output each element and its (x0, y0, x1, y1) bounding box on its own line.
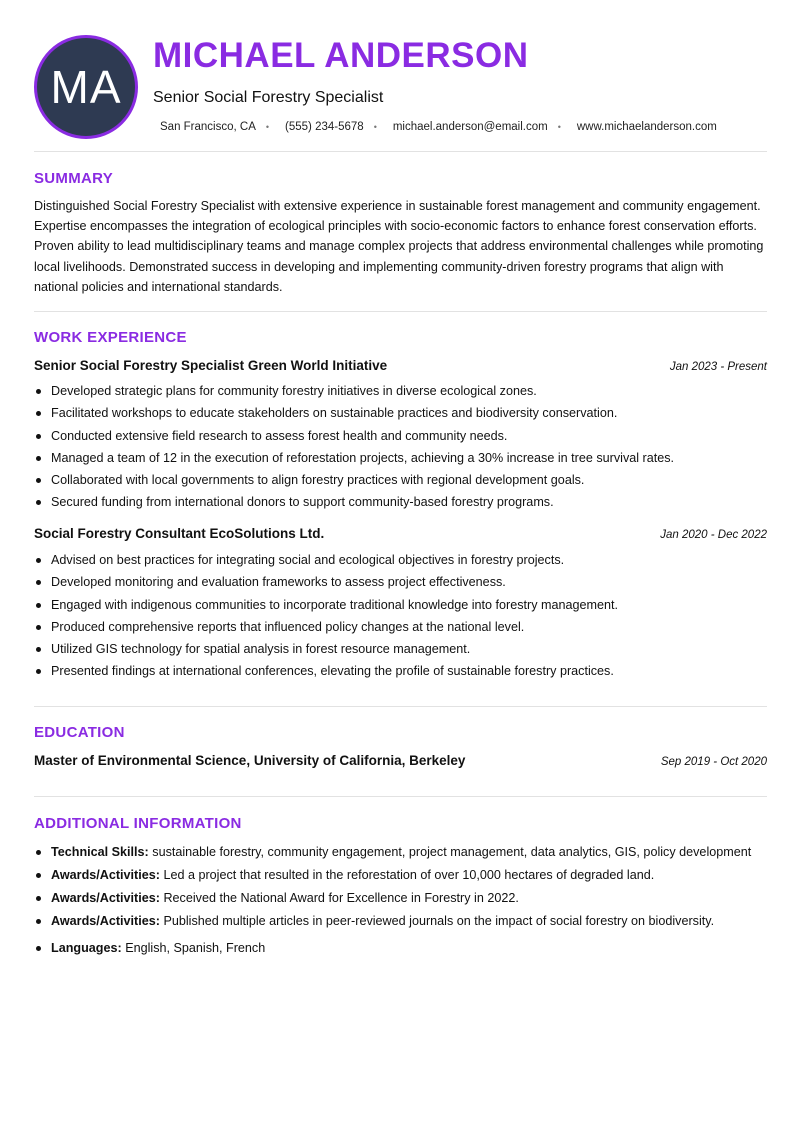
list-item: Secured funding from international donors to support community-based forestry programs. (34, 494, 767, 510)
section-divider (34, 796, 767, 797)
list-item: Advised on best practices for integrating social and ecological objectives in forestry projects. (34, 552, 767, 568)
list-item: Utilized GIS technology for spatial analysis in forest resource management. (34, 641, 767, 657)
list-item: Produced comprehensive reports that influenced policy changes at the national level. (34, 619, 767, 635)
job-bullets (34, 383, 767, 517)
info-text: Received the National Award for Excellence in Forestry in 2022. (163, 891, 519, 905)
job-bullets (34, 552, 767, 686)
list-item (34, 912, 767, 930)
separator-dot: • (557, 122, 561, 132)
job-dates: Jan 2020 - Dec 2022 (660, 529, 767, 541)
separator-dot: • (265, 122, 270, 132)
list-item: Engaged with indigenous communities to incorporate traditional knowledge into forestry management. (34, 597, 767, 613)
additional-info-list (34, 843, 767, 962)
list-item: Presented findings at international conferences, elevating the profile of sustainable forestry practices. (34, 663, 767, 679)
job-header (34, 526, 767, 541)
contact-location: San Francisco, CA (160, 121, 256, 133)
info-text: Led a project that resulted in the reforestation of over 10,000 hectares of degraded land. (163, 868, 655, 882)
info-label: Languages: (51, 941, 122, 955)
avatar (34, 35, 138, 139)
info-text: English, Spanish, French (125, 941, 266, 955)
info-label: Awards/Activities: (51, 868, 160, 882)
list-item: Conducted extensive field research to assess forest health and community needs. (34, 428, 767, 444)
list-item: Developed monitoring and evaluation frameworks to assess project effectiveness. (34, 574, 767, 590)
education-degree: Master of Environmental Science, University of California, Berkeley (34, 753, 466, 768)
education-heading: EDUCATION (34, 724, 125, 741)
candidate-name: MICHAEL ANDERSON (153, 36, 529, 75)
contact-phone: (555) 234-5678 (285, 121, 364, 133)
summary-text: Distinguished Social Forestry Specialist with extensive experience in sustainable forest management and community engagement. Expertise encompasses the integration of ecological principles with socio-economic factors to enhance forest conservation efforts. Proven ability to lead multidisciplinary teams and manage complex projects that address environmental challenges while promoting local livelihoods. Demonstrated success in developing and implementing community-driven forestry programs that align with national policies and international standards. (34, 199, 764, 294)
job-role: Social Forestry Consultant EcoSolutions Ltd. (34, 526, 325, 541)
list-item: Developed strategic plans for community forestry initiatives in diverse ecological zones. (34, 383, 767, 399)
contact-website[interactable]: www.michaelanderson.com (576, 121, 717, 133)
list-item (34, 866, 767, 884)
education-dates: Sep 2019 - Oct 2020 (660, 756, 767, 768)
candidate-title: Senior Social Forestry Specialist (153, 89, 384, 106)
info-label: Technical Skills: (51, 845, 149, 859)
education-entry (34, 753, 767, 768)
separator-dot: • (373, 122, 377, 132)
list-item: Collaborated with local governments to align forestry practices with regional development goals. (34, 472, 767, 488)
list-item: Facilitated workshops to educate stakeholders on sustainable practices and biodiversity conservation. (34, 405, 767, 421)
work-experience-heading: WORK EXPERIENCE (34, 329, 187, 346)
info-text: Published multiple articles in peer-reviewed journals on the impact of social forestry on biodiversity. (163, 914, 715, 928)
info-label: Awards/Activities: (51, 891, 160, 905)
contact-email[interactable]: michael.anderson@email.com (392, 121, 548, 133)
summary-heading: SUMMARY (34, 170, 114, 187)
list-item (34, 843, 767, 861)
additional-info-heading: ADDITIONAL INFORMATION (34, 815, 242, 832)
job-header (34, 358, 767, 373)
contact-line (160, 121, 717, 133)
list-item: Managed a team of 12 in the execution of reforestation projects, achieving a 30% increase in tree survival rates. (34, 450, 767, 466)
job-dates: Jan 2023 - Present (669, 361, 767, 373)
section-divider (34, 311, 767, 312)
section-divider (34, 706, 767, 707)
section-divider (34, 151, 767, 152)
list-item (34, 889, 767, 907)
job-role: Senior Social Forestry Specialist Green World Initiative (34, 358, 388, 373)
list-item (34, 939, 767, 957)
info-label: Awards/Activities: (51, 914, 160, 928)
avatar-initials: MA (50, 61, 122, 113)
info-text: sustainable forestry, community engagement, project management, data analytics, GIS, policy development (152, 845, 752, 859)
